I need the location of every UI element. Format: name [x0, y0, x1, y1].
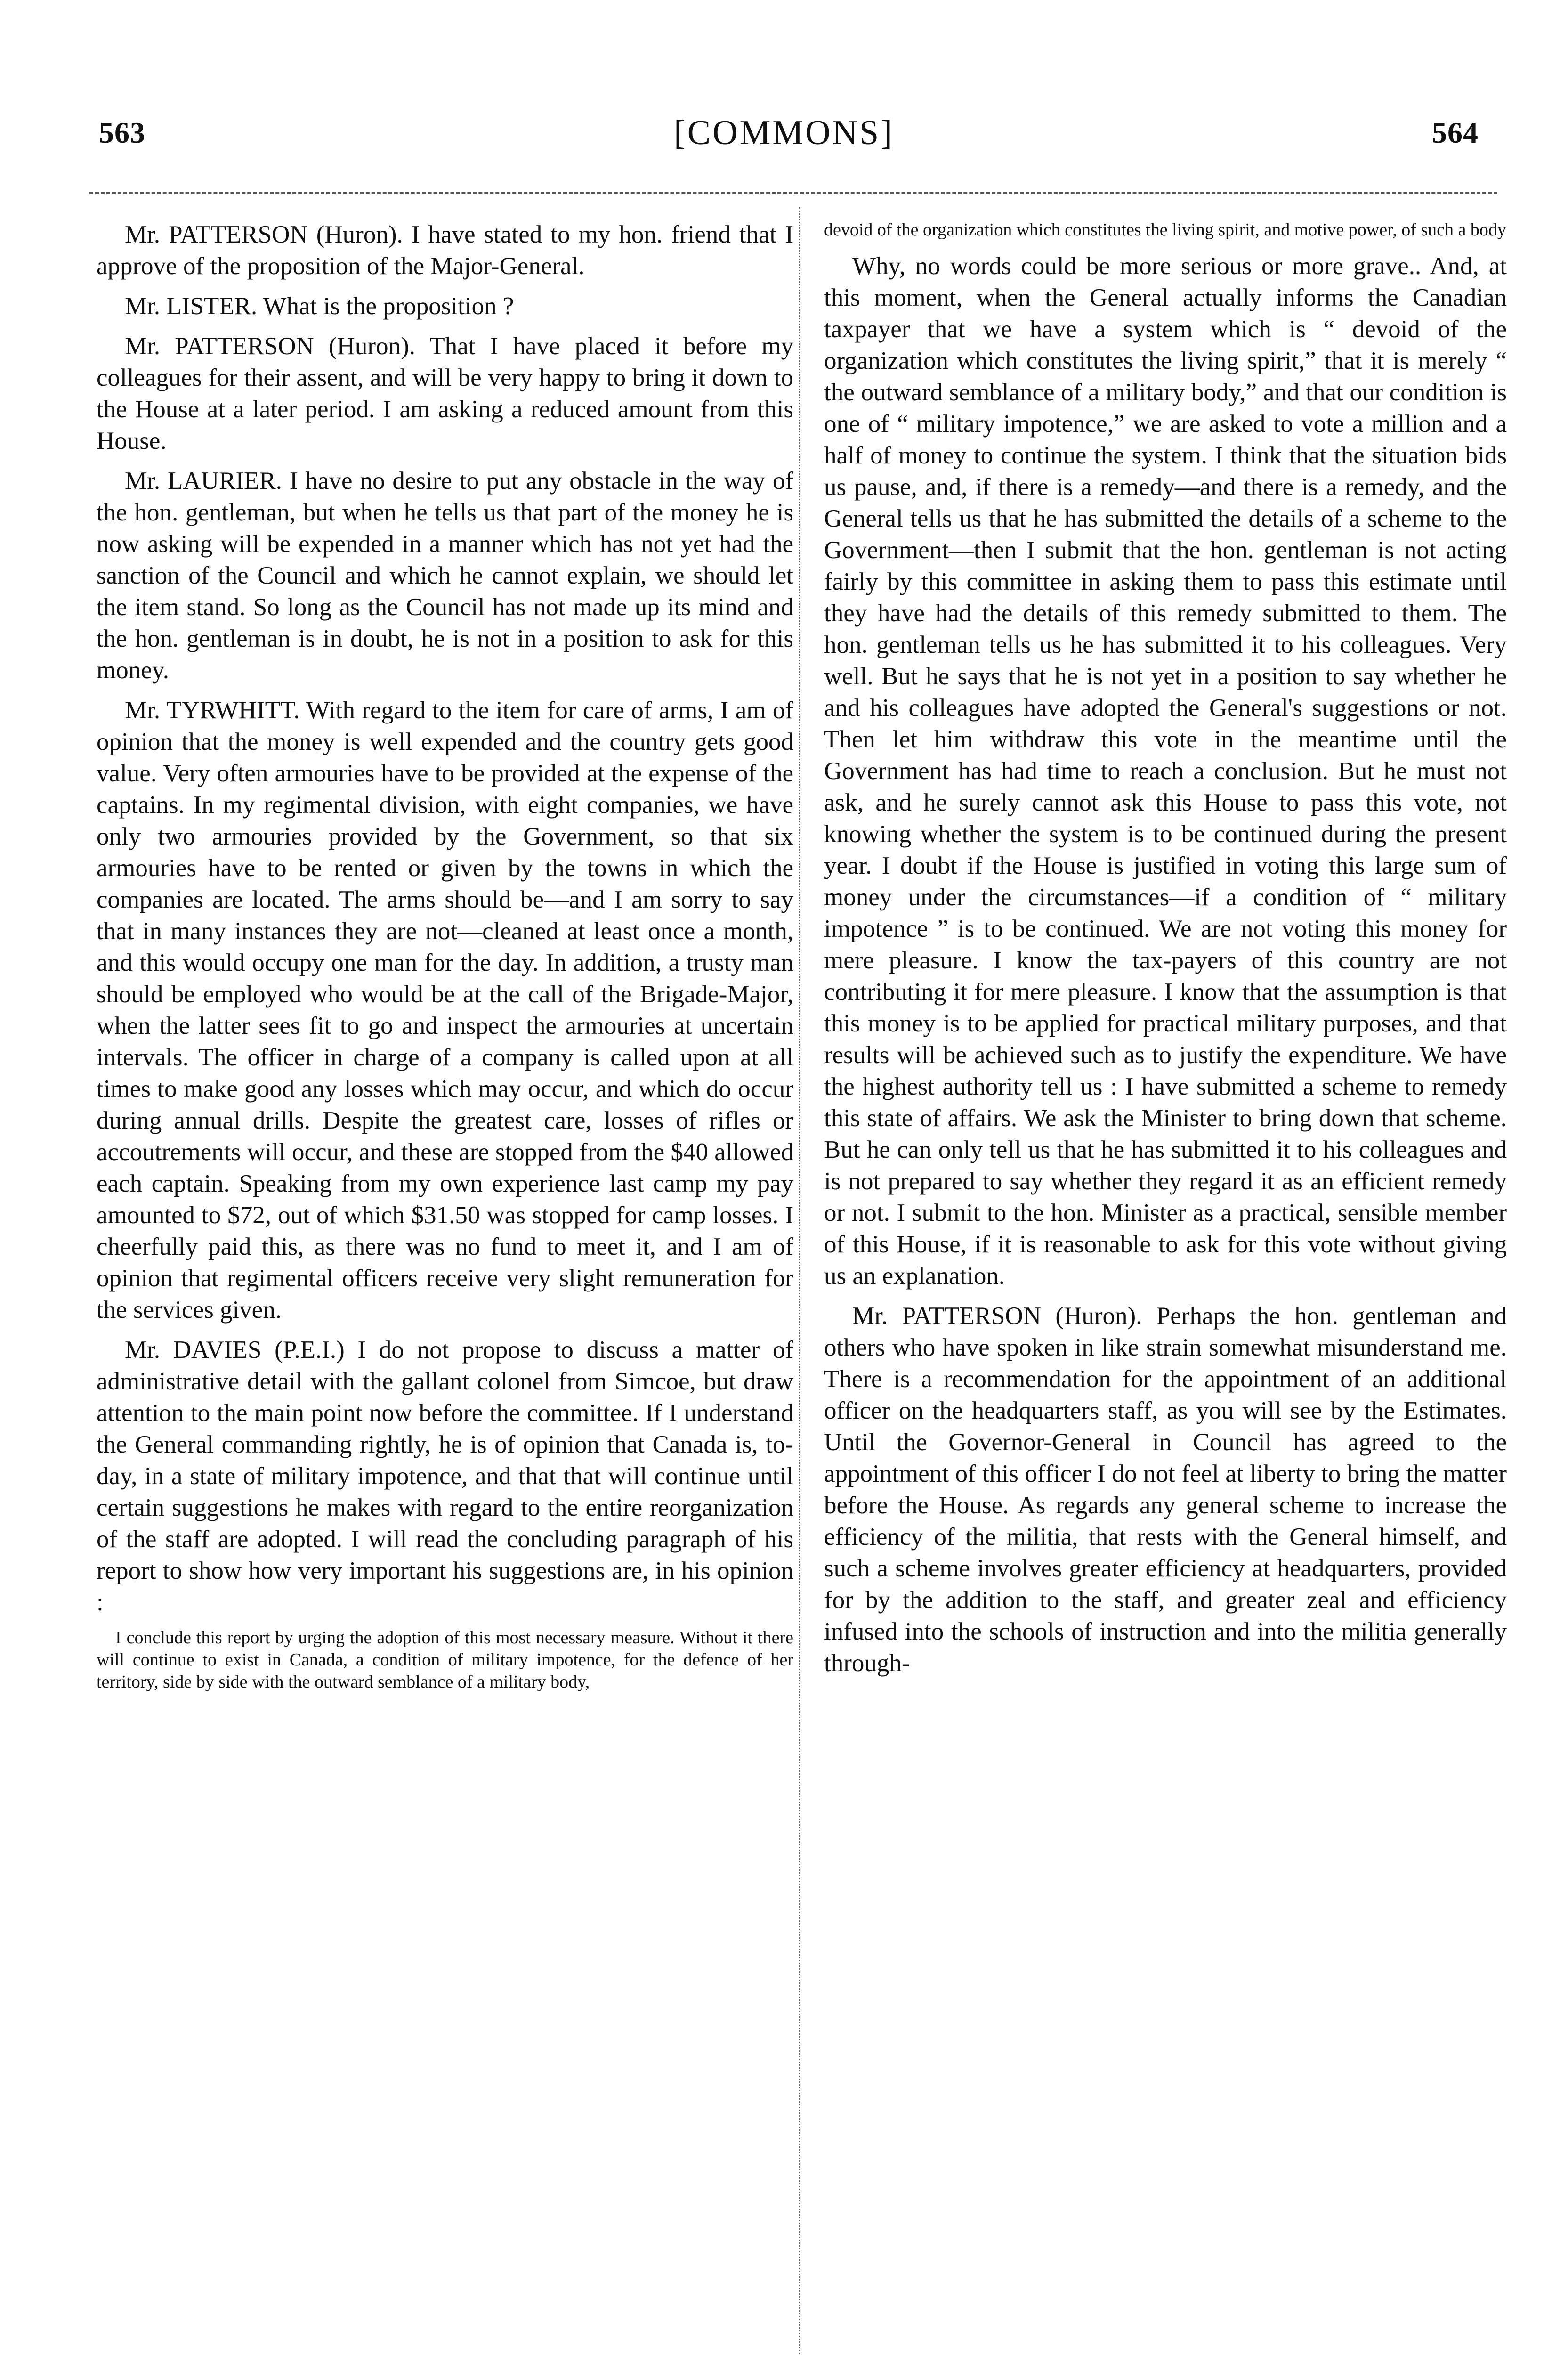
header-rule	[89, 192, 1497, 194]
paragraph-text: With regard to the item for care of arms, I am of opinion that the money is well expended and the country gets good value. Very often armouries have to be provided at the expense of the captains. In my regimental division, with eight companies, we have only two armouries provided by the Government, so that six armouries have to be rented or given by the towns in which the companies are located. The arms should be—and I am sorry to say that in many instances they are not—cleaned at least once a month, and this would occupy one man for the day. In addition, a trusty man should be employed who would be at the call of the Brigade-Major, when the latter sees fit to go and inspect the armouries at uncertain intervals. The officer in charge of a company is called upon at all times to make good any losses which may occur, and which do occur during annual drills. Despite the greatest care, losses of rifles or accoutrements will occur, and these are stopped from the $40 allowed each captain. Speaking from my own experience last camp my pay amounted to $72, out of which $31.50 was stopped for camp losses. I cheerfully paid this, as there was no fund to meet it, and I am of opinion that regimental officers receive very slight remuneration for the services given.	[97, 697, 794, 1324]
paragraph-text: I have stated to my hon. friend that I approve of the proposition of the Major-General.	[97, 221, 794, 280]
paragraph-text: devoid of the organization which constitutes the living spirit, and motive power, of such a body	[824, 220, 1506, 240]
speaker-name: Mr. LISTER.	[125, 292, 258, 320]
left-column	[97, 219, 793, 1702]
paragraph-text: That I have placed it before my colleagues for their assent, and will be very happy to bring it down to the House at a later period. I am asking a reduced amount from this House.	[97, 333, 793, 455]
quoted-passage	[97, 1627, 793, 1693]
speech-paragraph	[97, 291, 793, 322]
speaker-name: Mr. DAVIES (P.E.I.)	[125, 1336, 345, 1364]
speaker-name: Mr. LAURIER.	[125, 467, 282, 495]
speech-paragraph	[97, 465, 793, 686]
paragraph-text: I do not propose to discuss a matter of administrative detail with the gallant colonel from Simcoe, but draw attention to the main point now before the committee. If I understand the General commanding rightly, he is of opinion that Canada is, to-day, in a state of military impotence, and that that will continue until certain suggestions he makes with regard to the entire reorganization of the staff are adopted. I will read the concluding paragraph of his report to show how very important his suggestions are, in his opinion :	[97, 1336, 793, 1616]
paragraph-text: Perhaps the hon. gentleman and others who have spoken in like strain somewhat misunderstand me. There is a recommendation for the appointment of an additional officer on the headquarters staff, as you will see by the Estimates. Until the Governor-General in Council has agreed to the appointment of this officer I do not feel at liberty to bring the matter before the House. As regards any general scheme to increase the efficiency of the militia, that rests with the General himself, and such a scheme involves greater efficiency at headquarters, provided for by the addition to the staff, and greater zeal and efficiency infused into the schools of instruction and into the militia generally through-	[824, 1302, 1507, 1677]
paragraph-text: I have no desire to put any obstacle in the way of the hon. gentleman, but when he tells us that part of the money he is now asking will be expended in a manner which has not yet had the sanction of the Council and which he cannot explain, we should let the item stand. So long as the Council has not made up its mind and the hon. gentleman is in doubt, he is not in a position to ask for this money.	[97, 467, 794, 684]
paragraph-text: I conclude this report by urging the adoption of this most necessary measure. Without it there will continue to exist in Canada, a condition of military impotence, for the defence of her territory, side by side with the outward semblance of a military body,	[97, 1628, 793, 1692]
page-number-left: 563	[99, 116, 145, 149]
running-title: [COMMONS]	[674, 114, 894, 152]
speech-paragraph	[824, 1300, 1507, 1679]
speaker-name: Mr. PATTERSON (Huron).	[125, 221, 403, 248]
paragraph-text: Why, no words could be more serious or more grave.. And, at this moment, when the General actually informs the Canadian taxpayer that we have a system which is “ devoid of the organization which constitutes the living spirit,” that it is merely “ the outward semblance of a military body,” and that our condition is one of “ military impotence,” we are asked to vote a million and a half of money to continue the system. I think that the situation bids us pause, and, if there is a remedy—and there is a remedy, and the General tells us that he has submitted the details of a scheme to the Government—then I submit that the hon. gentleman is not acting fairly by this committee in asking them to pass this estimate until they have had the details of this remedy submitted to them. The hon. gentleman tells us he has submitted it to his colleagues. Very well. But he says that he is not yet in a position to say whether he and his colleagues have adopted the General's suggestions or not. Then let him withdraw this vote in the meantime until the Government has had time to reach a conclusion. But he must not ask, and he surely cannot ask this House to pass this vote, not knowing whether the system is to be continued during the present year. I doubt if the House is justified in voting this large sum of money under the circumstances—if a condition of “ military impotence ” is to be continued. We are not voting this money for mere pleasure. I know the tax-payers of this country are not contributing it for mere pleasure. I know that the assumption is that this money is to be applied for practical military purposes, and that results will be achieved such as to justify the expenditure. We have the highest authority tell us : I have submitted a scheme to remedy this state of affairs. We ask the Minister to bring down that scheme. But he can only tell us that he has submitted it to his colleagues and is not prepared to say whether they regard it as an efficient remedy or not. I submit to the hon. Minister as a practical, sensible member of this House, if it is reasonable to ask for this vote without giving us an explanation.	[824, 252, 1507, 1290]
speaker-name: Mr. TYRWHITT.	[125, 697, 300, 724]
speaker-name: Mr. PATTERSON (Huron).	[852, 1302, 1142, 1330]
page-header	[0, 0, 1568, 155]
speech-paragraph	[824, 251, 1507, 1292]
speaker-name: Mr. PATTERSON (Huron).	[125, 333, 415, 360]
speech-paragraph	[97, 1334, 793, 1618]
quoted-passage	[824, 219, 1507, 241]
page-number-right: 564	[1432, 116, 1479, 149]
speech-paragraph	[97, 219, 793, 282]
speech-paragraph	[97, 695, 793, 1326]
column-divider	[799, 207, 800, 2355]
right-column	[824, 219, 1507, 1688]
paragraph-text: What is the proposition ?	[263, 292, 514, 320]
speech-paragraph	[97, 331, 793, 457]
